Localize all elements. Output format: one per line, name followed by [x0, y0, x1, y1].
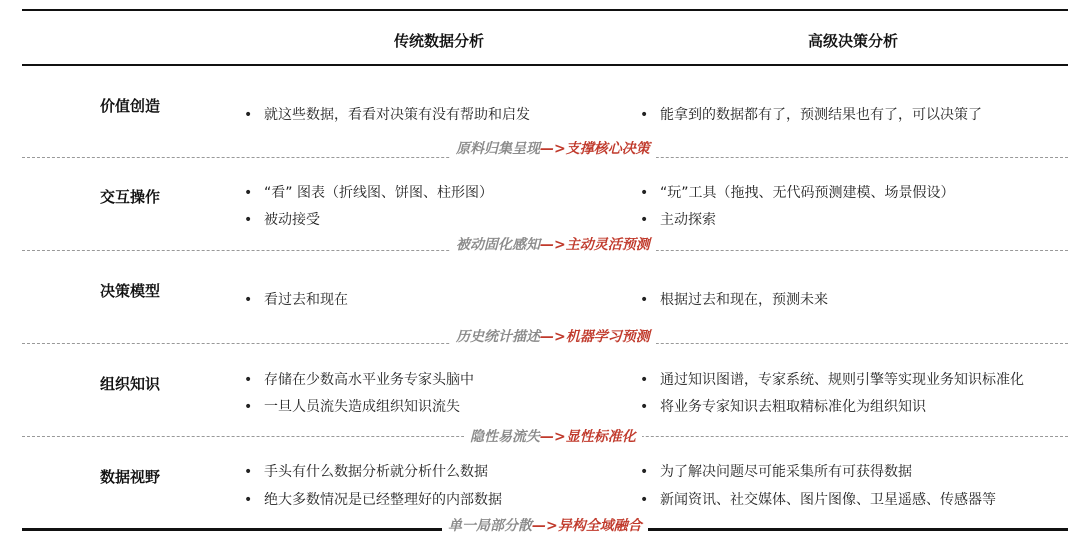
right-bullet: • 主动探索: [640, 212, 716, 228]
right-bullet: • “玩”工具（拖拽、无代码预测建模、场景假设）: [640, 185, 955, 201]
left-bullet: • “看” 图表（折线图、饼图、柱形图）: [244, 185, 493, 201]
row-label: 交互操作: [100, 188, 161, 206]
right-bullet: • 新闻资讯、社交媒体、图片图像、卫星遥感、传感器等: [640, 492, 996, 508]
header-rule: [22, 64, 1068, 66]
left-bullet: • 就这些数据，看看对决策有没有帮助和启发: [244, 107, 530, 123]
right-bullet: • 为了解决问题尽可能采集所有可获得数据: [640, 464, 912, 480]
left-bullet: • 被动接受: [244, 212, 320, 228]
right-bullet: • 将业务专家知识去粗取精标准化为组织知识: [640, 399, 926, 415]
transition-caption: 被动固化感知—>主动灵活预测: [450, 234, 656, 254]
transition-caption: 隐性易流失—>显性标准化: [464, 426, 642, 446]
left-bullet: • 存储在少数高水平业务专家头脑中: [244, 372, 474, 388]
top-rule: [22, 9, 1068, 11]
row-label: 价值创造: [100, 97, 161, 115]
right-bullet: • 能拿到的数据都有了，预测结果也有了，可以决策了: [640, 107, 982, 123]
transition-caption: 历史统计描述—>机器学习预测: [450, 326, 656, 346]
row-label: 数据视野: [100, 468, 161, 486]
row-label: 决策模型: [100, 282, 161, 300]
left-bullet: • 手头有什么数据分析就分析什么数据: [244, 464, 488, 480]
left-bullet: • 看过去和现在: [244, 292, 348, 308]
right-bullet: • 通过知识图谱，专家系统、规则引擎等实现业务知识标准化: [640, 372, 1024, 388]
right-bullet: • 根据过去和现在，预测未来: [640, 292, 828, 308]
transition-caption: 原料归集呈现—>支撑核心决策: [450, 138, 656, 158]
header-advanced: 高级决策分析: [808, 32, 899, 50]
left-bullet: • 一旦人员流失造成组织知识流失: [244, 399, 460, 415]
row-label: 组织知识: [100, 375, 161, 393]
left-bullet: • 绝大多数情况是已经整理好的内部数据: [244, 492, 502, 508]
transition-caption: 单一局部分散—>异构全域融合: [442, 515, 648, 535]
header-traditional: 传统数据分析: [394, 32, 485, 50]
